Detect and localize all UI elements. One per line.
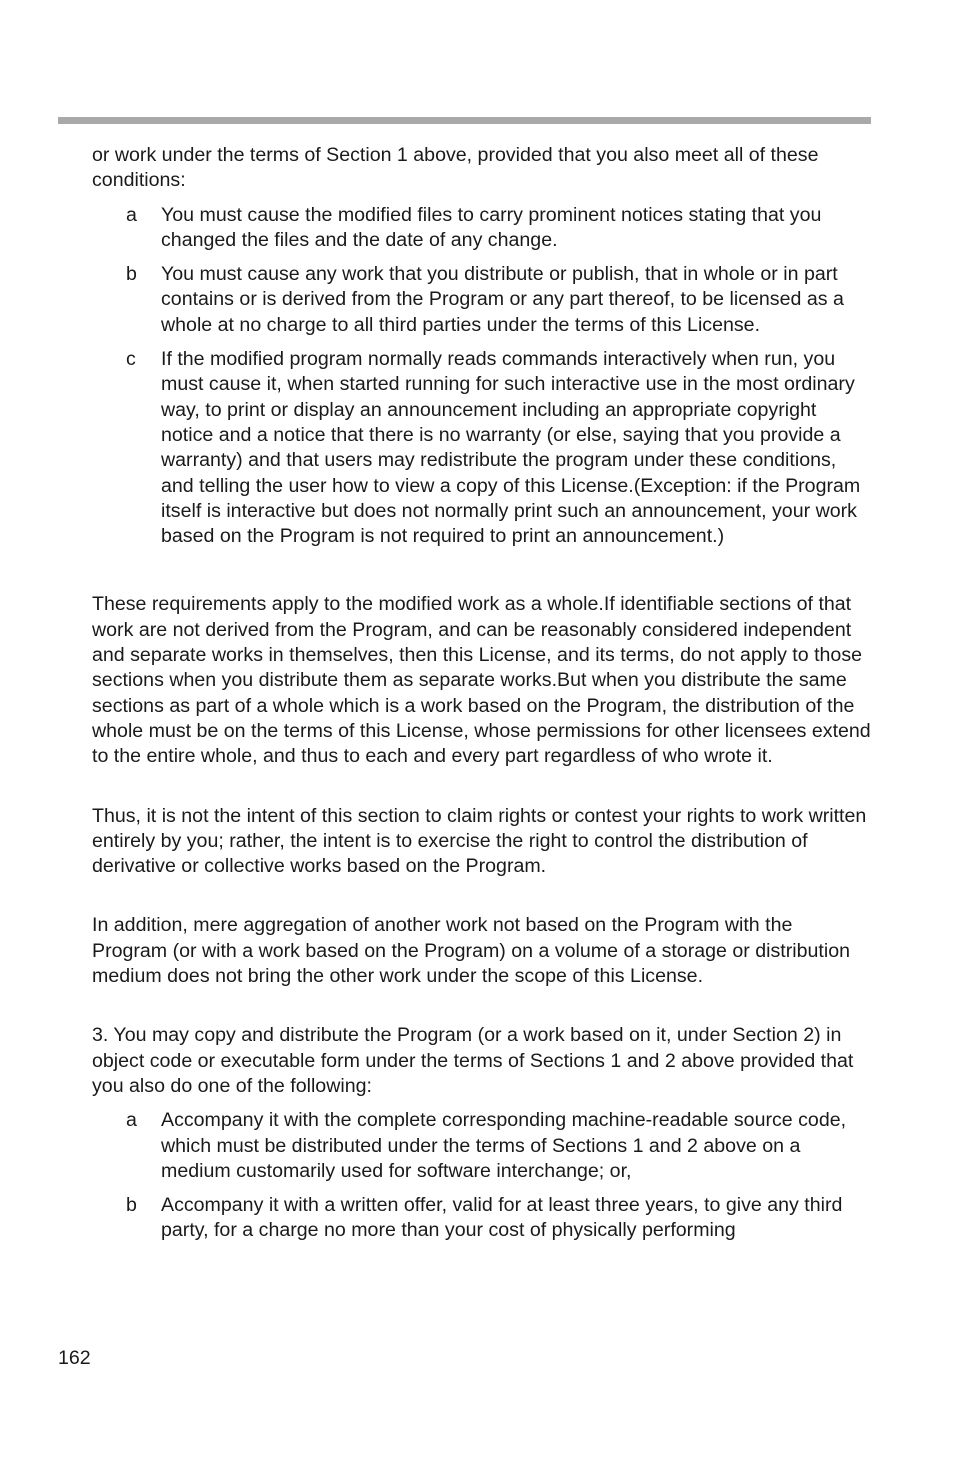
list-item-text: Accompany it with a written offer, valid for at least three years, to give any third party, for a charge no more than your cost of physically performing [161,1194,843,1242]
page-content [92,143,872,1253]
list-marker: a [126,1109,137,1132]
list-item [92,262,872,338]
page-number: 162 [58,1347,91,1369]
list-item [92,1193,872,1244]
section-3-paragraph: 3. You may copy and distribute the Program (or a work based on it, under Section 2) in object code or executable form under the terms of Sections 1 and 2 above provided that you also do one of the following: [92,1024,854,1097]
list-marker: b [126,1194,137,1217]
list-item-text: You must cause the modified files to carry prominent notices stating that you changed the files and the date of any change. [161,203,822,251]
list-marker: b [126,263,137,286]
body-paragraph: In addition, mere aggregation of another work not based on the Program with the Program (or with a work based on the Program) on a volume of a storage or distribution medium does not bring the other work under the scope of this License. [92,914,850,988]
options-list [92,1108,872,1243]
list-item-text: If the modified program normally reads commands interactively when run, you must cause it, when started running for such interactive use in the most ordinary way, to print or display an announcement including an appropriate copyright notice and a notice that there is no warranty (or else, saying that you provide a warranty) and that users may redistribute the program under these conditions, and telling the user how to view a copy of this License.(Exception: if the Program itself is interactive but does not normally print such an announcement, your work based on the Program is not required to print an announcement.) [161,348,861,548]
list-marker: c [126,348,136,371]
list-item [92,347,872,549]
conditions-list [92,203,872,550]
list-item-text: You must cause any work that you distribute or publish, that in whole or in part contains or is derived from the Program or any part thereof, to be licensed as a whole at no charge to all third parties under the terms of this License. [161,263,844,336]
list-item-text: Accompany it with the complete corresponding machine-readable source code, which must be distributed under the terms of Sections 1 and 2 above on a medium customarily used for software interchange; or, [161,1109,847,1182]
body-paragraph: These requirements apply to the modified work as a whole.If identifiable sections of that work are not derived from the Program, and can be reasonably considered independent and separate works in themselves, then this License, and its terms, do not apply to those sections when you distribute them as separate works.But when you distribute the same sections as part of a whole which is a work based on the Program, the distribution of the whole must be on the terms of this License, whose permissions for other licensees extend to the entire whole, and thus to each and every part regardless of who wrote it. [92,593,871,768]
header-rule [58,117,871,124]
list-item [92,1108,872,1184]
body-paragraph: Thus, it is not the intent of this section to claim rights or contest your rights to work written entirely by you; rather, the intent is to exercise the right to control the distribution of derivative or collective works based on the Program. [92,804,867,878]
list-marker: a [126,203,137,226]
list-item [92,203,872,254]
intro-paragraph: or work under the terms of Section 1 above, provided that you also meet all of these conditions: [92,144,819,192]
